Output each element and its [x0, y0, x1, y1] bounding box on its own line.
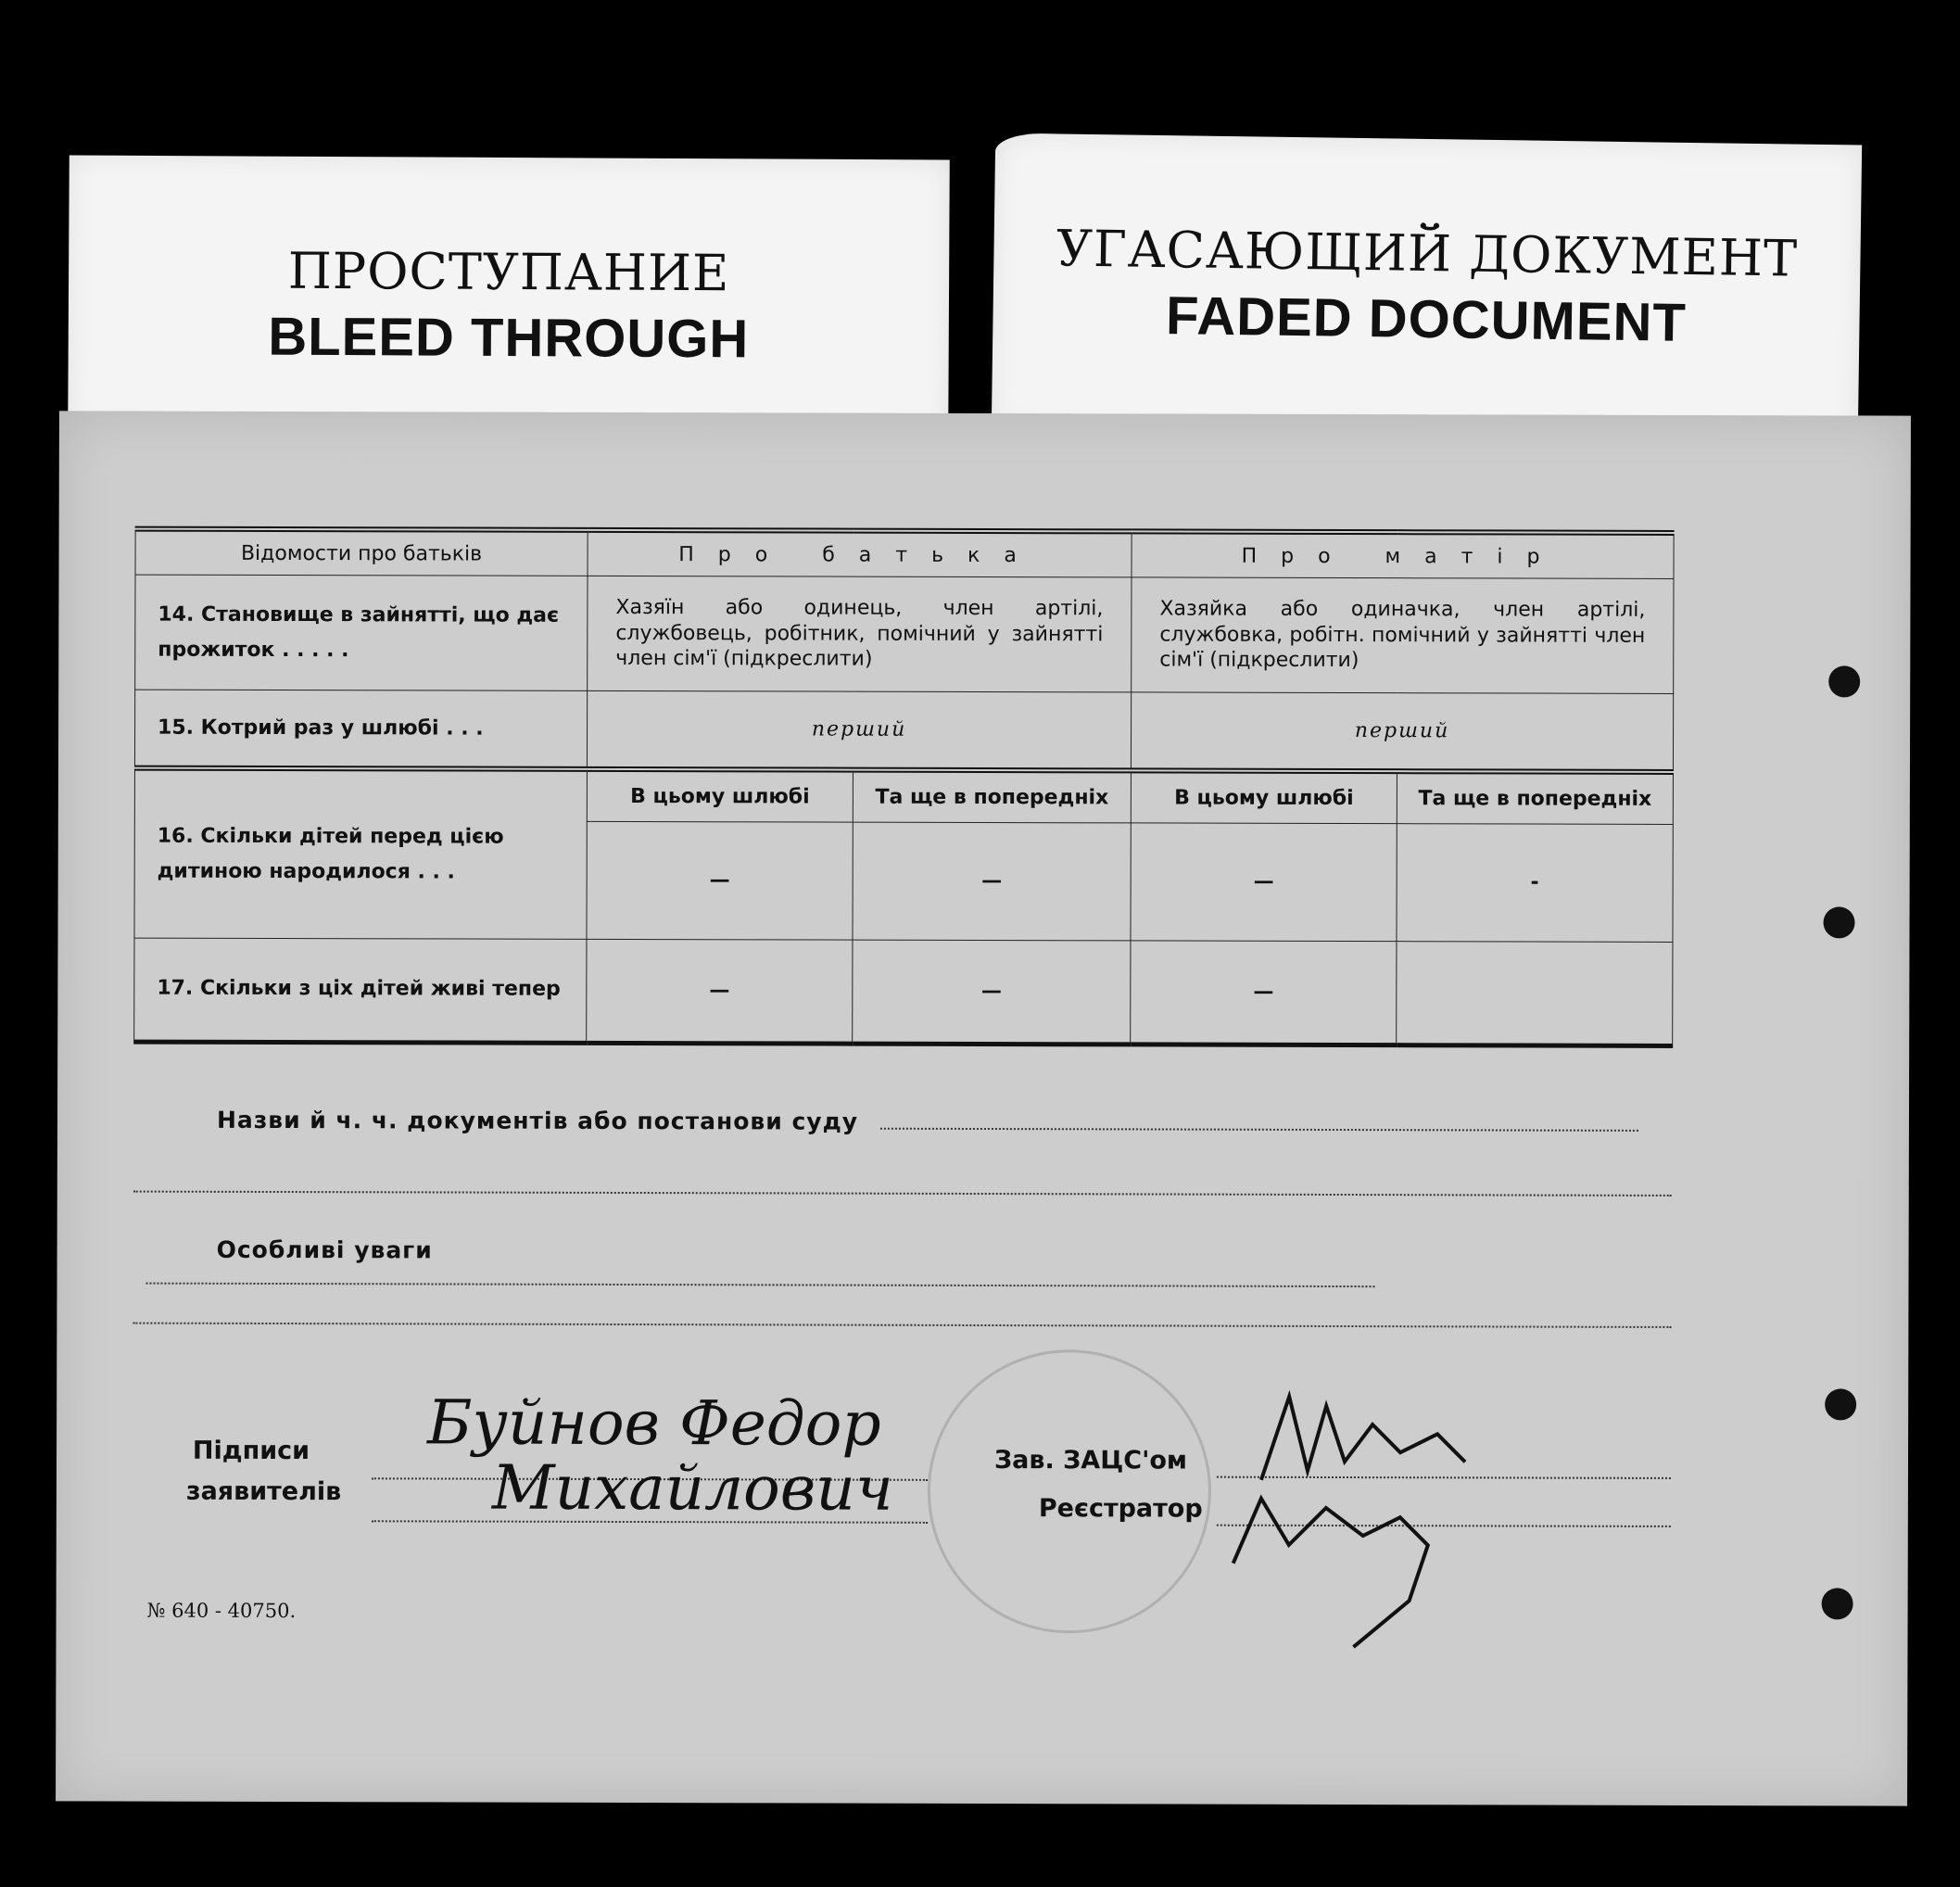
- registrar-label: Реєстратор: [1038, 1494, 1203, 1524]
- header-parents-info: Відомости про батьків: [135, 529, 588, 576]
- q15-mother-handwritten: перший: [1131, 692, 1673, 772]
- applicants-label-line-1: Підписи: [192, 1436, 310, 1466]
- documents-label: Назви й ч. ч. документів або постанови суду: [216, 1106, 859, 1135]
- q16-label: 16. Скільки дітей перед цією дитиною народилося . . .: [134, 767, 587, 939]
- faded-document-label-card: [992, 133, 1862, 441]
- header-mother: [1132, 531, 1674, 578]
- q17-value: —: [1131, 940, 1397, 1045]
- q17-value: —: [587, 939, 853, 1044]
- q14-label: 14. Становище в зайнятті, що дає прожиток . . . . .: [135, 575, 588, 690]
- documents-line: [880, 1128, 1638, 1132]
- q15-father-handwritten: перший: [587, 690, 1131, 770]
- remarks-line: [146, 1283, 1375, 1287]
- form-number: № 640 - 40750.: [146, 1599, 297, 1623]
- q14-mother-options: Хазяйка або одиначка, член артілі, службовка, робітн. помічний у зайнятті член сім'ї (підкреслити): [1132, 577, 1674, 694]
- remarks-row-2: [133, 1303, 1671, 1334]
- parents-info-form: [133, 526, 1673, 1048]
- applicant-signature-2: Михайлович: [491, 1451, 893, 1525]
- q16-value: —: [1131, 823, 1397, 942]
- faded-document-en: FADED DOCUMENT: [1165, 285, 1688, 353]
- punch-hole: [1823, 906, 1854, 938]
- mother-previous-header: Та ще в попередніх: [1397, 771, 1673, 825]
- faded-document-ru: УГАСАЮЩИЙ ДОКУМЕНТ: [1056, 219, 1799, 288]
- q17-label: 17. Скільки з ціх дітей живі тепер: [134, 938, 587, 1043]
- mother-this-marriage-header: В цьому шлюбі: [1131, 770, 1397, 823]
- q17-value: —: [853, 940, 1131, 1045]
- bleed-through-en: BLEED THROUGH: [268, 306, 750, 370]
- applicant-signature-1: Буйнов Федор: [427, 1387, 881, 1460]
- q16-value: -: [1397, 823, 1673, 942]
- header-mother-text: Про матір: [1241, 544, 1564, 569]
- header-father: [588, 530, 1132, 577]
- q17-value: [1397, 941, 1673, 1045]
- applicants-signature-label: [185, 1431, 342, 1513]
- remarks-label: Особливі уваги: [216, 1235, 433, 1264]
- q15-label: 15. Котрий раз у шлюбі . . .: [134, 690, 587, 768]
- punch-hole: [1822, 1588, 1853, 1619]
- bleed-through-ru: ПРОСТУПАНИЕ: [287, 241, 730, 303]
- remarks-line-2: [133, 1323, 1671, 1328]
- remarks-row: [133, 1236, 1671, 1294]
- applicants-label-line-2: заявителів: [185, 1476, 342, 1507]
- punch-hole: [1828, 665, 1860, 697]
- documents-line-2: [133, 1191, 1672, 1197]
- documents-row-2: [133, 1171, 1672, 1202]
- father-this-marriage-header: В цьому шлюбі: [587, 768, 853, 821]
- official-signatures-scrawl: [1223, 1360, 1595, 1657]
- q14-father-options: Хазяїн або одинець, член артілі, службовець, робітник, помічний у зайнятті член сім'ї (підкреслити): [588, 576, 1132, 692]
- q16-value: —: [587, 821, 853, 940]
- parents-info-table: [133, 526, 1674, 1048]
- header-father-text: Про батька: [678, 542, 1041, 567]
- head-zags-label: Зав. ЗАЦС'ом: [993, 1446, 1188, 1475]
- q16-value: —: [853, 822, 1131, 941]
- documents-row: [133, 1107, 1672, 1137]
- punch-hole: [1825, 1388, 1856, 1420]
- record-form-paper: [56, 411, 1911, 1805]
- father-previous-header: Та ще в попередніх: [853, 769, 1131, 823]
- bleed-through-label-card: [68, 156, 950, 438]
